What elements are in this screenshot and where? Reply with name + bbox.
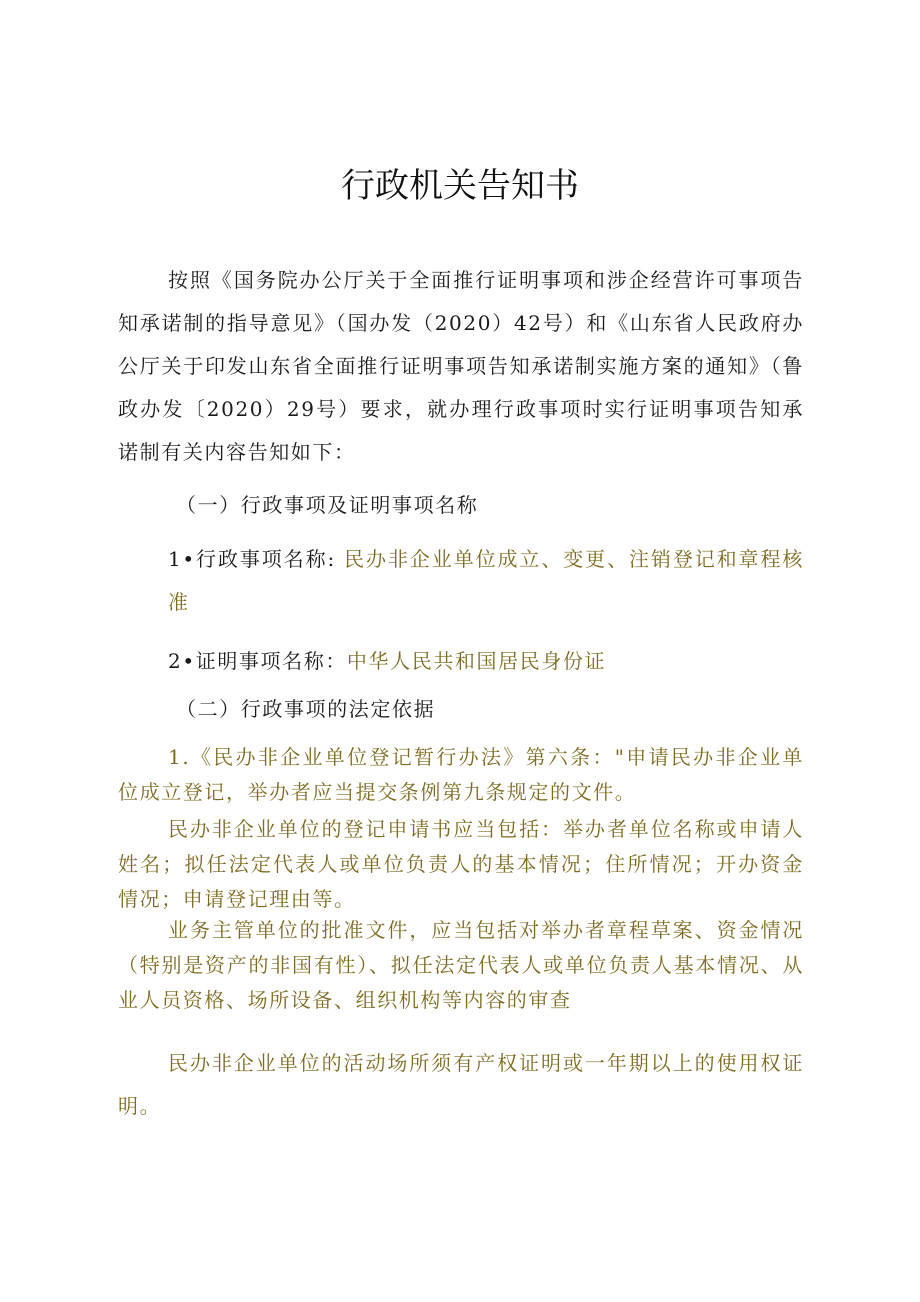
basis-paragraph-1: 1.《民办非企业单位登记暂行办法》第六条："申请民办非企业单位成立登记，举办者应当提交条例第九条规定的文件。: [118, 745, 804, 804]
item1-value: 民办非企业单位成立、变更、注销登记和章程核准: [168, 547, 804, 614]
document-title: 行政机关告知书: [341, 166, 579, 206]
item1-label: 1•行政事项名称:: [168, 547, 345, 571]
item2-value: 中华人民共和国居民身份证: [346, 649, 607, 673]
item2: [168, 640, 804, 683]
item2-label: 2•证明事项名称：: [168, 649, 347, 673]
intro-paragraph: 按照《国务院办公厅关于全面推行证明事项和涉企经营许可事项告知承诺制的指导意见》（国办发（2020）42号）和《山东省人民政府办公厅关于印发山东省全面推行证明事项告知承诺制实施方案的通知》（鲁政办发〔2020）29号）要求，就办理行政事项时实行证明事项告知承诺制有关内容告知如下：: [118, 268, 804, 464]
section1-heading: （一）行政事项及证明事项名称: [176, 493, 479, 517]
section2-heading: （二）行政事项的法定依据: [176, 697, 436, 721]
basis-paragraph-3: 业务主管单位的批准文件，应当包括对举办者章程草案、资金情况（特别是资产的非国有性）、拟任法定代表人或单位负责人基本情况、从业人员资格、场所设备、组织机构等内容的审查: [118, 918, 804, 1012]
item1: [168, 538, 804, 624]
basis-paragraph-4: 民办非企业单位的活动场所须有产权证明或一年期以上的使用权证明。: [118, 1051, 804, 1118]
basis-paragraph-2: 民办非企业单位的登记申请书应当包括：举办者单位名称或申请人姓名；拟任法定代表人或单位负责人的基本情况；住所情况；开办资金情况；申请登记理由等。: [118, 817, 804, 911]
